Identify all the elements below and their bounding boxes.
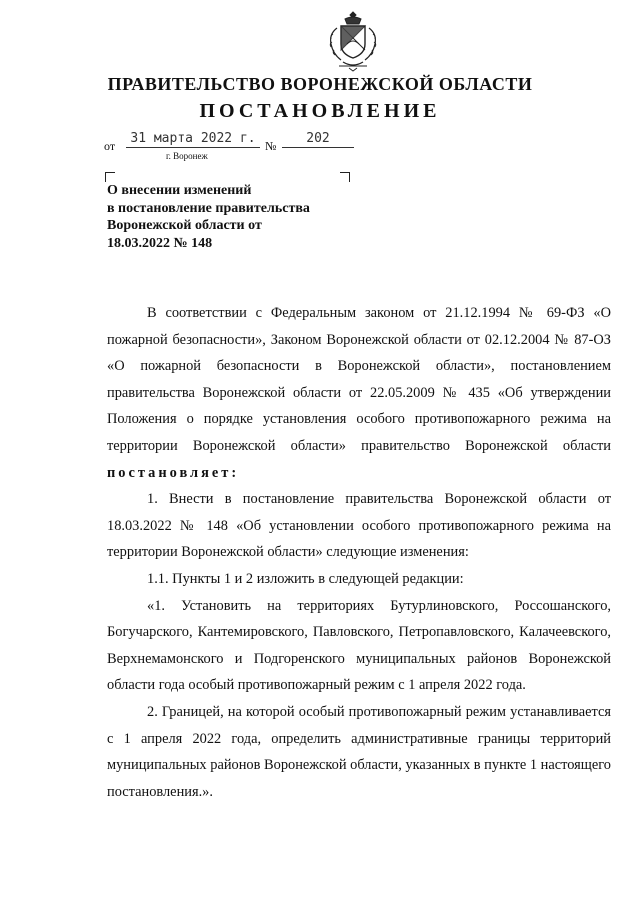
subject-bracket-left <box>105 172 115 182</box>
city-label: г. Воронеж <box>166 151 208 161</box>
subject-line: в постановление правительства <box>107 200 310 216</box>
document-body <box>107 300 611 805</box>
paragraph-item-1-1: 1.1. Пункты 1 и 2 изложить в следующей редакции: <box>147 570 464 587</box>
subject-line: Воронежской области от <box>107 218 262 233</box>
document-date: 31 марта 2022 г. <box>126 131 260 148</box>
paragraph-item-1: 1. Внести в постановление правительства Воронежской области от 18.03.2022 № 148 «Об установлении особого противопожарного режима на территории Воронежской области» следующие изменения: <box>107 491 611 561</box>
document-number: 202 <box>282 131 354 148</box>
quoted-paragraph-2: 2. Границей, на которой особый противопожарный режим устанавливается с 1 апреля 2022 года, определить административные границы территорий муниципальных районов Воронежской области, указанных в пункте 1 настоящего постановления.». <box>107 703 611 800</box>
resolution-keyword: постановляет: <box>107 464 240 481</box>
document-subject <box>107 182 367 252</box>
date-prefix-label: от <box>104 139 116 153</box>
quoted-paragraph-1: «1. Установить на территориях Бутурлиновского, Россошанского, Богучарского, Кантемировского, Павловского, Петропавловского, Калачеевского, Верхнемамонского и Подгоренского муниципальных районов Воронежской области года особый противопожарный режим с 1 апреля 2022 года. <box>107 597 611 694</box>
subject-line: О внесении изменений <box>107 183 252 198</box>
subject-line: 18.03.2022 № 148 <box>107 235 213 251</box>
subject-bracket-right <box>340 172 350 182</box>
preamble-text: В соответствии с Федеральным законом от 21.12.1994 № 69-ФЗ «О пожарной безопасности», Законом Воронежской области от 02.12.2004 № 87-ОЗ «О пожарной безопасности в Воронежской области», постановлением правительства Воронежской области от 22.05.2009 № 435 «Об утверждении Положения о порядке установления особого противопожарного режима на территории Воронежской области» правительство Воронежской области <box>107 305 611 454</box>
coat-of-arms-emblem <box>323 10 383 72</box>
document-type-title: ПОСТАНОВЛЕНИЕ <box>199 100 441 122</box>
organization-name: ПРАВИТЕЛЬСТВО ВОРОНЕЖСКОЙ ОБЛАСТИ <box>107 74 533 94</box>
preamble-paragraph <box>107 300 611 486</box>
number-label: № <box>265 139 277 153</box>
